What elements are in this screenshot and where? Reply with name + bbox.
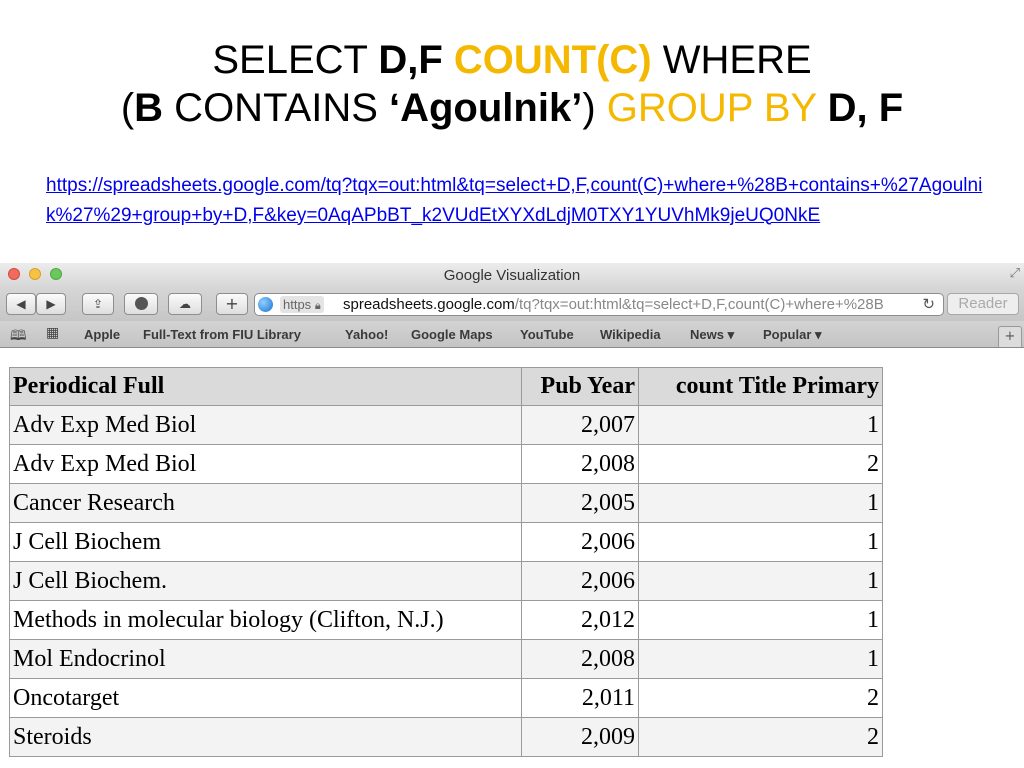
bookmark-fiu-library[interactable]: Full-Text from FIU Library [143,327,301,342]
forward-button[interactable] [36,293,66,315]
cell-periodical: Oncotarget [10,679,522,718]
table-row [10,406,883,445]
title-contains: CONTAINS [163,86,389,130]
window-titlebar [0,263,1024,288]
table-row [10,562,883,601]
browser-toolbar [0,288,1024,321]
https-label: https [283,297,312,312]
table-header-row [10,368,883,406]
cell-pub-year: 2,011 [522,679,639,718]
cell-pub-year: 2,008 [522,445,639,484]
cell-pub-year: 2,009 [522,718,639,757]
cell-periodical: Mol Endocrinol [10,640,522,679]
back-button[interactable] [6,293,36,315]
title-space [443,38,454,82]
record-button[interactable] [124,293,158,315]
title-line-1 [0,36,1024,84]
bookmark-google-maps[interactable]: Google Maps [411,327,493,342]
https-badge [280,296,324,313]
browser-window [0,263,1024,768]
cell-count: 1 [639,406,883,445]
title-columns: D,F [378,38,443,82]
bookmark-news-menu[interactable]: News ▾ [690,327,735,342]
bookmark-popular-menu[interactable]: Popular ▾ [763,327,822,342]
cell-periodical: Steroids [10,718,522,757]
title-group-by: GROUP BY [606,86,817,130]
cell-count: 1 [639,484,883,523]
cell-count: 1 [639,640,883,679]
title-paren-close: ) [582,86,607,130]
title-line-2 [0,84,1024,132]
cell-count: 2 [639,445,883,484]
bookmarks-bar [0,321,1024,348]
record-icon [135,297,148,310]
title-search-term: ‘Agoulnik’ [389,86,583,130]
reader-button[interactable]: Reader [947,293,1019,315]
table-row [10,601,883,640]
cloud-icon: ☁ [179,297,191,311]
cell-pub-year: 2,008 [522,640,639,679]
title-where: WHERE [651,38,812,82]
cell-pub-year: 2,006 [522,523,639,562]
share-icon: ⇪ [92,297,104,311]
grid-icon[interactable]: ▦ [46,325,60,341]
cell-pub-year: 2,012 [522,601,639,640]
table-row [10,679,883,718]
title-group-columns: D, F [827,86,904,130]
forward-icon: ▶ [46,297,56,311]
table-row [10,445,883,484]
cell-pub-year: 2,005 [522,484,639,523]
cell-count: 1 [639,601,883,640]
address-bar[interactable] [254,293,944,316]
bookmark-apple[interactable]: Apple [84,327,121,342]
cell-periodical: Adv Exp Med Biol [10,406,522,445]
table-row [10,523,883,562]
cell-pub-year: 2,007 [522,406,639,445]
title-column-b: B [134,86,164,130]
cell-count: 1 [639,523,883,562]
column-header-periodical: Periodical Full [10,368,522,406]
cell-periodical: Methods in molecular biology (Clifton, N.J.) [10,601,522,640]
icloud-tabs-button[interactable] [168,293,202,315]
column-header-pub-year: Pub Year [522,368,639,406]
title-space-2 [816,86,827,130]
bookmark-yahoo[interactable]: Yahoo! [345,327,389,342]
globe-icon [258,297,273,312]
cell-periodical: J Cell Biochem. [10,562,522,601]
table-row [10,718,883,757]
table-row [10,640,883,679]
back-icon: ◀ [16,297,26,311]
reload-icon[interactable]: ↻ [922,295,935,313]
title-select: SELECT [212,38,379,82]
cell-count: 2 [639,718,883,757]
address-text [343,294,884,315]
query-url-link[interactable]: https://spreadsheets.google.com/tq?tqx=out:html&tq=select+D,F,count(C)+where+%28B+contains+%27Agoulnik%27%29+group+by+D,F&key=0AqAPbBT_k2VUdEtXYXdLdjM0TXY1YUVhMk9jeUQ0NkE [46,175,983,226]
title-count: COUNT(C) [453,38,652,82]
cell-pub-year: 2,006 [522,562,639,601]
cell-count: 1 [639,562,883,601]
cell-periodical: Cancer Research [10,484,522,523]
cell-periodical: Adv Exp Med Biol [10,445,522,484]
bookmark-wikipedia[interactable]: Wikipedia [600,327,661,342]
address-path: /tq?tqx=out:html&tq=select+D,F,count(C)+where+%28B [514,296,884,313]
new-tab-icon[interactable]: + [998,326,1022,347]
column-header-count: count Title Primary [639,368,883,406]
table-row [10,484,883,523]
share-button[interactable] [82,293,114,315]
title-paren-open: ( [120,86,135,130]
fullscreen-icon[interactable]: ⤢ [1009,266,1020,281]
new-tab-button[interactable] [216,293,248,315]
results-table [9,367,883,757]
cell-count: 2 [639,679,883,718]
cell-periodical: J Cell Biochem [10,523,522,562]
window-title: Google Visualization [443,267,581,284]
address-host: spreadsheets.google.com [343,296,515,313]
bookmark-youtube[interactable]: YouTube [520,327,574,342]
plus-icon: + [225,294,239,313]
book-icon[interactable]: 🕮 [10,328,27,344]
lock-icon: 🔒︎ [314,300,321,312]
slide-title [0,36,1024,132]
